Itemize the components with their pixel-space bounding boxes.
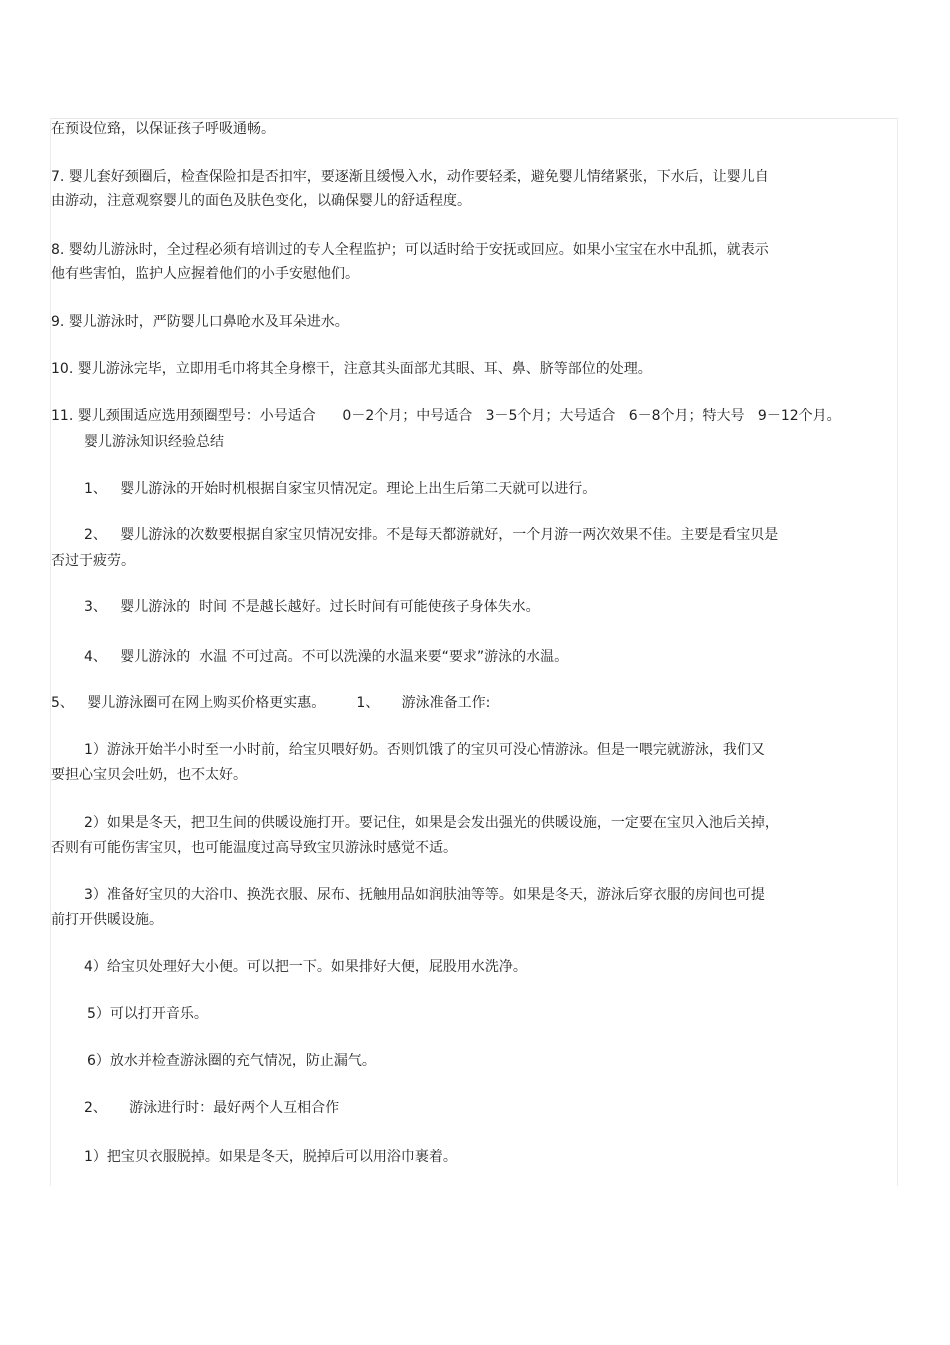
- text-line: 前打开供暖设施。: [51, 912, 163, 928]
- list-item: 3、 婴儿游泳的 时间 不是越长越好。过长时间有可能使孩子身体失水。: [84, 599, 540, 615]
- list-item: 5、 婴儿游泳圈可在网上购买价格更实惠。 1、 游泳准备工作:: [51, 695, 491, 711]
- text-line: 7. 婴儿套好颈圈后，检查保险扣是否扣牢，要逐渐且缓慢入水，动作要轻柔，避免婴儿情绪紧张，下水后，让婴儿自: [51, 169, 769, 185]
- list-item: 4）给宝贝处理好大小便。可以把一下。如果排好大便，屁股用水洗净。: [84, 959, 527, 975]
- text-line: 要担心宝贝会吐奶，也不太好。: [51, 767, 247, 783]
- text-line: 11. 婴儿颈围适应选用颈圈型号：小号适合 0－2个月；中号适合 3－5个月；大号适合 6－8个月；特大号 9－12个月。: [51, 408, 841, 424]
- text-line: 在预设位臵，以保证孩子呼吸通畅。: [51, 121, 275, 137]
- text-line: 否则有可能伤害宝贝，也可能温度过高导致宝贝游泳时感觉不适。: [51, 840, 457, 856]
- list-item: 1）游泳开始半小时至一小时前，给宝贝喂好奶。否则饥饿了的宝贝可没心情游泳。但是一喂完就游泳，我们又: [84, 742, 765, 758]
- text-line: 他有些害怕，监护人应握着他们的小手安慰他们。: [51, 266, 359, 282]
- text-line: 10. 婴儿游泳完毕，立即用毛巾将其全身檫干，注意其头面部尤其眼、耳、鼻、脐等部位的处理。: [51, 361, 652, 377]
- text-line: 9. 婴儿游泳时，严防婴儿口鼻呛水及耳朵进水。: [51, 314, 349, 330]
- text-line: 由游动，注意观察婴儿的面色及肤色变化，以确保婴儿的舒适程度。: [51, 193, 471, 209]
- list-item: 2）如果是冬天，把卫生间的供暖设施打开。要记住，如果是会发出强光的供暖设施，一定要在宝贝入池后关掉，: [84, 815, 779, 831]
- text-line: 8. 婴幼儿游泳时，全过程必须有培训过的专人全程监护；可以适时给于安抚或回应。如果小宝宝在水中乱抓，就表示: [51, 242, 769, 258]
- list-item: 3）准备好宝贝的大浴巾、换洗衣服、尿布、抚触用品如润肤油等等。如果是冬天，游泳后穿衣服的房间也可提: [84, 887, 765, 903]
- list-item: 2、 婴儿游泳的次数要根据自家宝贝情况安排。不是每天都游就好，一个月游一两次效果不佳。主要是看宝贝是: [84, 527, 779, 543]
- list-item: 1）把宝贝衣服脱掉。如果是冬天，脱掉后可以用浴巾裹着。: [84, 1149, 457, 1165]
- list-item: 5）可以打开音乐。: [87, 1006, 208, 1022]
- section-heading: 2、 游泳进行时：最好两个人互相合作: [84, 1100, 340, 1116]
- text-line: 否过于疲劳。: [51, 553, 135, 569]
- list-item: 4、 婴儿游泳的 水温 不可过高。不可以洗澡的水温来要“要求”游泳的水温。: [84, 649, 569, 665]
- list-item: 1、 婴儿游泳的开始时机根据自家宝贝情况定。理论上出生后第二天就可以进行。: [84, 481, 597, 497]
- list-item: 6）放水并检查游泳圈的充气情况，防止漏气。: [87, 1053, 376, 1069]
- section-heading: 婴儿游泳知识经验总结: [84, 434, 224, 450]
